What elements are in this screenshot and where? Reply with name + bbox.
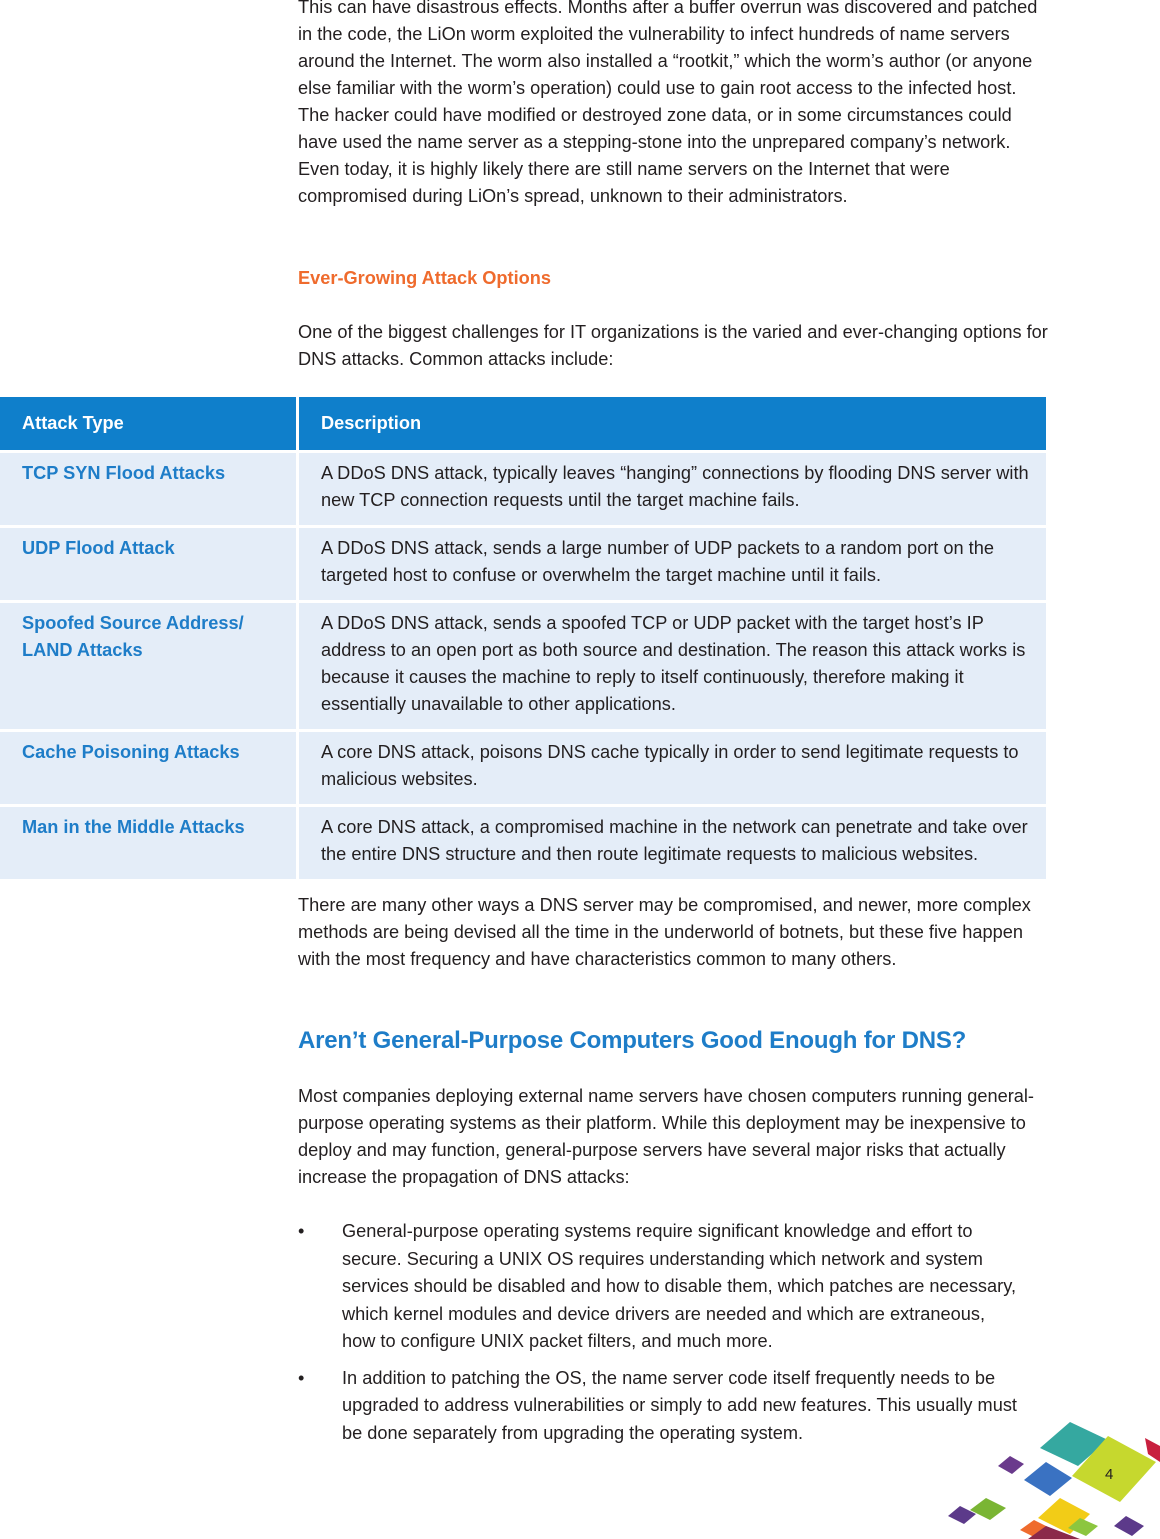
intro-paragraph: This can have disastrous effects. Months after a buffer overrun was discovered and patched in the code, the LiOn worm exploited the vulnerability to infect hundreds of name servers around the Internet. The worm also installed a “rootkit,” which the worm’s author (or anyone else familiar with the worm’s operation) could use to gain root access to the infected host. The hacker could have modified or destroyed zone data, or in some circumstances could have used the name server as a stepping-stone into the unprepared company’s network. Even today, it is highly likely there are still name servers on the Internet that were compromised during LiOn’s spread, unknown to their administrators.	[298, 0, 1038, 206]
table-row	[0, 525, 1046, 600]
decorative-diamonds-graphic	[930, 1410, 1160, 1539]
main-heading: Aren’t General-Purpose Computers Good Enough for DNS?	[298, 1027, 967, 1054]
page-number: 4	[1105, 1466, 1114, 1483]
description-cell: A core DNS attack, a compromised machine in the network can penetrate and take over the entire DNS structure and then route legitimate requests to malicious websites.	[299, 804, 1046, 879]
column-header-attack-type: Attack Type	[0, 397, 299, 450]
main-paragraph: Most companies deploying external name servers have chosen computers running general-purpose operating systems as their platform. While this deployment may be inexpensive to deploy and may function, general-purpose servers have several major risks that actually increase the propagation of DNS attacks:	[298, 1086, 1034, 1187]
purple-diamond-shape	[998, 1456, 1024, 1474]
description-cell: A core DNS attack, poisons DNS cache typically in order to send legitimate requests to malicious websites.	[299, 729, 1046, 804]
description-cell: A DDoS DNS attack, sends a large number of UDP packets to a random port on the targeted host to confuse or overwhelm the target machine until it fails.	[299, 525, 1046, 600]
column-header-description: Description	[299, 397, 1046, 450]
section-paragraph: One of the biggest challenges for IT organizations is the varied and ever-changing options for DNS attacks. Common attacks include:	[298, 322, 1048, 369]
after-table-section	[298, 892, 1050, 973]
intro-section	[298, 0, 1050, 210]
table-row	[0, 450, 1046, 525]
general-purpose-section	[298, 1026, 1050, 1056]
green-diamond-shape	[970, 1498, 1006, 1520]
blue-diamond-shape	[1024, 1462, 1072, 1496]
risks-list	[298, 1218, 1018, 1447]
attack-type-cell: TCP SYN Flood Attacks	[0, 450, 299, 525]
list-item-text: General-purpose operating systems require significant knowledge and effort to secure. Securing a UNIX OS requires understanding which network and system services should be disabled and how to disable them, which patches are necessary, which kernel modules and device drivers are needed and which are extraneous, how to configure UNIX packet filters, and much more.	[342, 1221, 1016, 1351]
attack-type-cell: Spoofed Source Address/ LAND Attacks	[0, 600, 299, 729]
after-table-paragraph: There are many other ways a DNS server may be compromised, and newer, more complex methods are being devised all the time in the underworld of botnets, but these five happen with the most frequency and have characteristics common to many others.	[298, 895, 1031, 969]
attack-types-table	[0, 397, 1046, 879]
list-item-text: In addition to patching the OS, the name server code itself frequently needs to be upgraded to address vulnerabilities or simply to add new features. This usually must be done separately from upgrading the operating system.	[342, 1367, 1017, 1443]
attack-options-intro	[298, 319, 1050, 373]
list-item	[298, 1218, 1018, 1356]
list-item	[298, 1365, 1018, 1448]
section-heading: Ever-Growing Attack Options	[298, 268, 551, 288]
table-header-row	[0, 397, 1046, 450]
risks-list-section	[298, 1218, 1018, 1456]
table-row	[0, 729, 1046, 804]
table-row	[0, 600, 1046, 729]
attack-type-cell: UDP Flood Attack	[0, 525, 299, 600]
bullet-icon: •	[298, 1221, 305, 1241]
attack-type-cell: Man in the Middle Attacks	[0, 804, 299, 879]
description-cell: A DDoS DNS attack, typically leaves “hanging” connections by flooding DNS server with new TCP connection requests until the target machine fails.	[299, 450, 1046, 525]
purple-diamond-shape	[1114, 1516, 1144, 1536]
description-cell: A DDoS DNS attack, sends a spoofed TCP or UDP packet with the target host’s IP address to an open port as both source and destination. The reason this attack works is because it causes the machine to reply to itself continuously, therefore making it essentially unavailable to other applications.	[299, 600, 1046, 729]
attack-type-cell: Cache Poisoning Attacks	[0, 729, 299, 804]
general-purpose-intro	[298, 1083, 1050, 1191]
bullet-icon: •	[298, 1367, 305, 1388]
table-row	[0, 804, 1046, 879]
attack-options-section	[298, 265, 1050, 292]
